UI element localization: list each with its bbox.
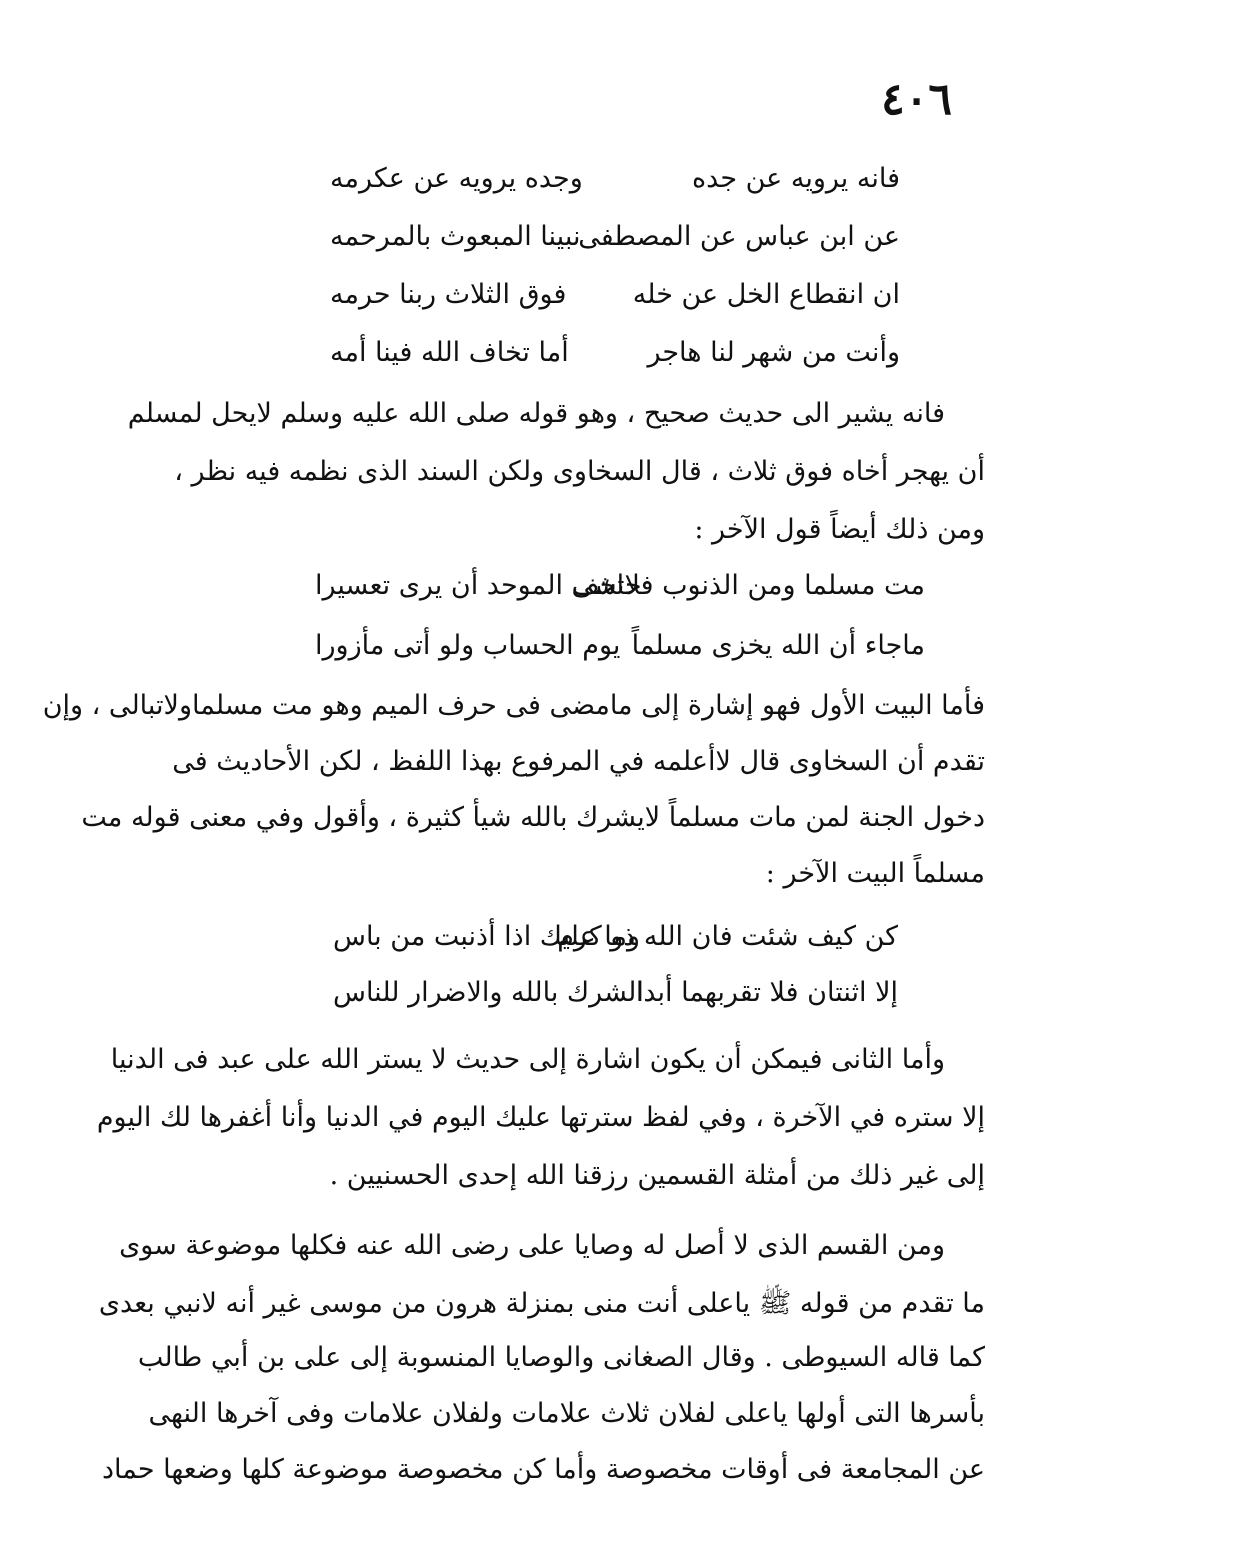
verse <box>330 281 900 321</box>
verse <box>315 572 925 612</box>
paragraph-1 <box>127 398 985 558</box>
text-line: عن المجامعة فى أوقات مخصوصة وأما كن مخصوصة موضوعة كلها وضعها حماد <box>101 1454 985 1485</box>
hemistich-first: عن ابن عباس عن المصطفى <box>578 221 900 252</box>
hemistich-first: إلا اثنتان فلا تقربهما أبدا <box>635 977 898 1008</box>
hemistich-second: نبينا المبعوث بالمرحمه <box>330 221 581 252</box>
hemistich-first: وأنت من شهر لنا هاجر <box>647 337 900 368</box>
text-line: ما تقدم من قوله ﷺ ياعلى أنت منى بمنزلة هرون من موسى غير أنه لانبي بعدى <box>98 1288 985 1319</box>
text-line: إلا ستره في الآخرة ، وفي لفظ سترتها عليك اليوم في الدنيا وأنا أغفرها لك اليوم <box>96 1102 985 1133</box>
verse <box>333 979 898 1019</box>
poem-2 <box>315 572 925 682</box>
hemistich-second: وجده يرويه عن عكرمه <box>330 163 583 194</box>
verse <box>330 339 900 379</box>
text-line: تقدم أن السخاوى قال لاأعلمه في المرفوع بهذا اللفظ ، لكن الأحاديث فى <box>172 746 985 777</box>
hemistich-second: يوم الحساب ولو أتى مأزورا <box>315 630 621 661</box>
hemistich-first: فانه يرويه عن جده <box>692 163 900 194</box>
text-line: مسلماً البيت الآخر : <box>765 858 985 889</box>
text-line: إلى غير ذلك من أمثلة القسمين رزقنا الله إحدى الحسنيين . <box>329 1160 985 1191</box>
verse <box>315 632 925 672</box>
hemistich-second: وما عليك اذا أذنبت من باس <box>333 921 641 952</box>
paragraph-3 <box>96 1044 985 1214</box>
hemistich-first: كن كيف شئت فان الله ذو كرم <box>557 921 898 952</box>
text-line: بأسرها التى أولها ياعلى لفلان ثلاث علامات ولفلان علامات وفى آخرها النهى <box>148 1398 985 1429</box>
verse <box>333 923 898 963</box>
page-number: ٤٠٦ <box>881 74 952 125</box>
text-line: فأما البيت الأول فهو إشارة إلى مامضى فى حرف الميم وهو مت مسلماولاتبالى ، وإن <box>42 690 985 721</box>
hemistich-first: مت مسلما ومن الذنوب فلاتخف <box>571 570 925 601</box>
paragraph-4 <box>98 1230 985 1530</box>
hemistich-first: ماجاء أن الله يخزى مسلماً <box>631 630 925 661</box>
hemistich-second: الشرك بالله والاضرار للناس <box>333 977 644 1008</box>
text-line: دخول الجنة لمن مات مسلماً لايشرك بالله شيأ كثيرة ، وأقول وفي معنى قوله مت <box>81 802 985 833</box>
verse <box>330 165 900 205</box>
hemistich-second: فوق الثلاث ربنا حرمه <box>330 279 567 310</box>
text-line: ومن ذلك أيضاً قول الآخر : <box>694 514 985 545</box>
poem-1 <box>330 165 900 385</box>
text-line: فانه يشير الى حديث صحيح ، وهو قوله صلى الله عليه وسلم لايحل لمسلم <box>127 398 945 429</box>
text-line: وأما الثانى فيمكن أن يكون اشارة إلى حديث لا يستر الله على عبد فى الدنيا <box>110 1044 945 1075</box>
hemistich-second: أما تخاف الله فينا أمه <box>330 337 569 368</box>
text-line: كما قاله السيوطى . وقال الصغانى والوصايا المنسوبة إلى على بن أبي طالب <box>137 1342 985 1373</box>
text-line: أن يهجر أخاه فوق ثلاث ، قال السخاوى ولكن السند الذى نظمه فيه نظر ، <box>174 456 985 487</box>
poem-3 <box>333 923 898 1033</box>
verse <box>330 223 900 263</box>
text-line: ومن القسم الذى لا أصل له وصايا على رضى الله عنه فكلها موضوعة سوى <box>119 1230 945 1261</box>
hemistich-second: حاشى الموحد أن يرى تعسيرا <box>315 570 642 601</box>
hemistich-first: ان انقطاع الخل عن خله <box>632 279 900 310</box>
paragraph-2 <box>42 690 985 910</box>
